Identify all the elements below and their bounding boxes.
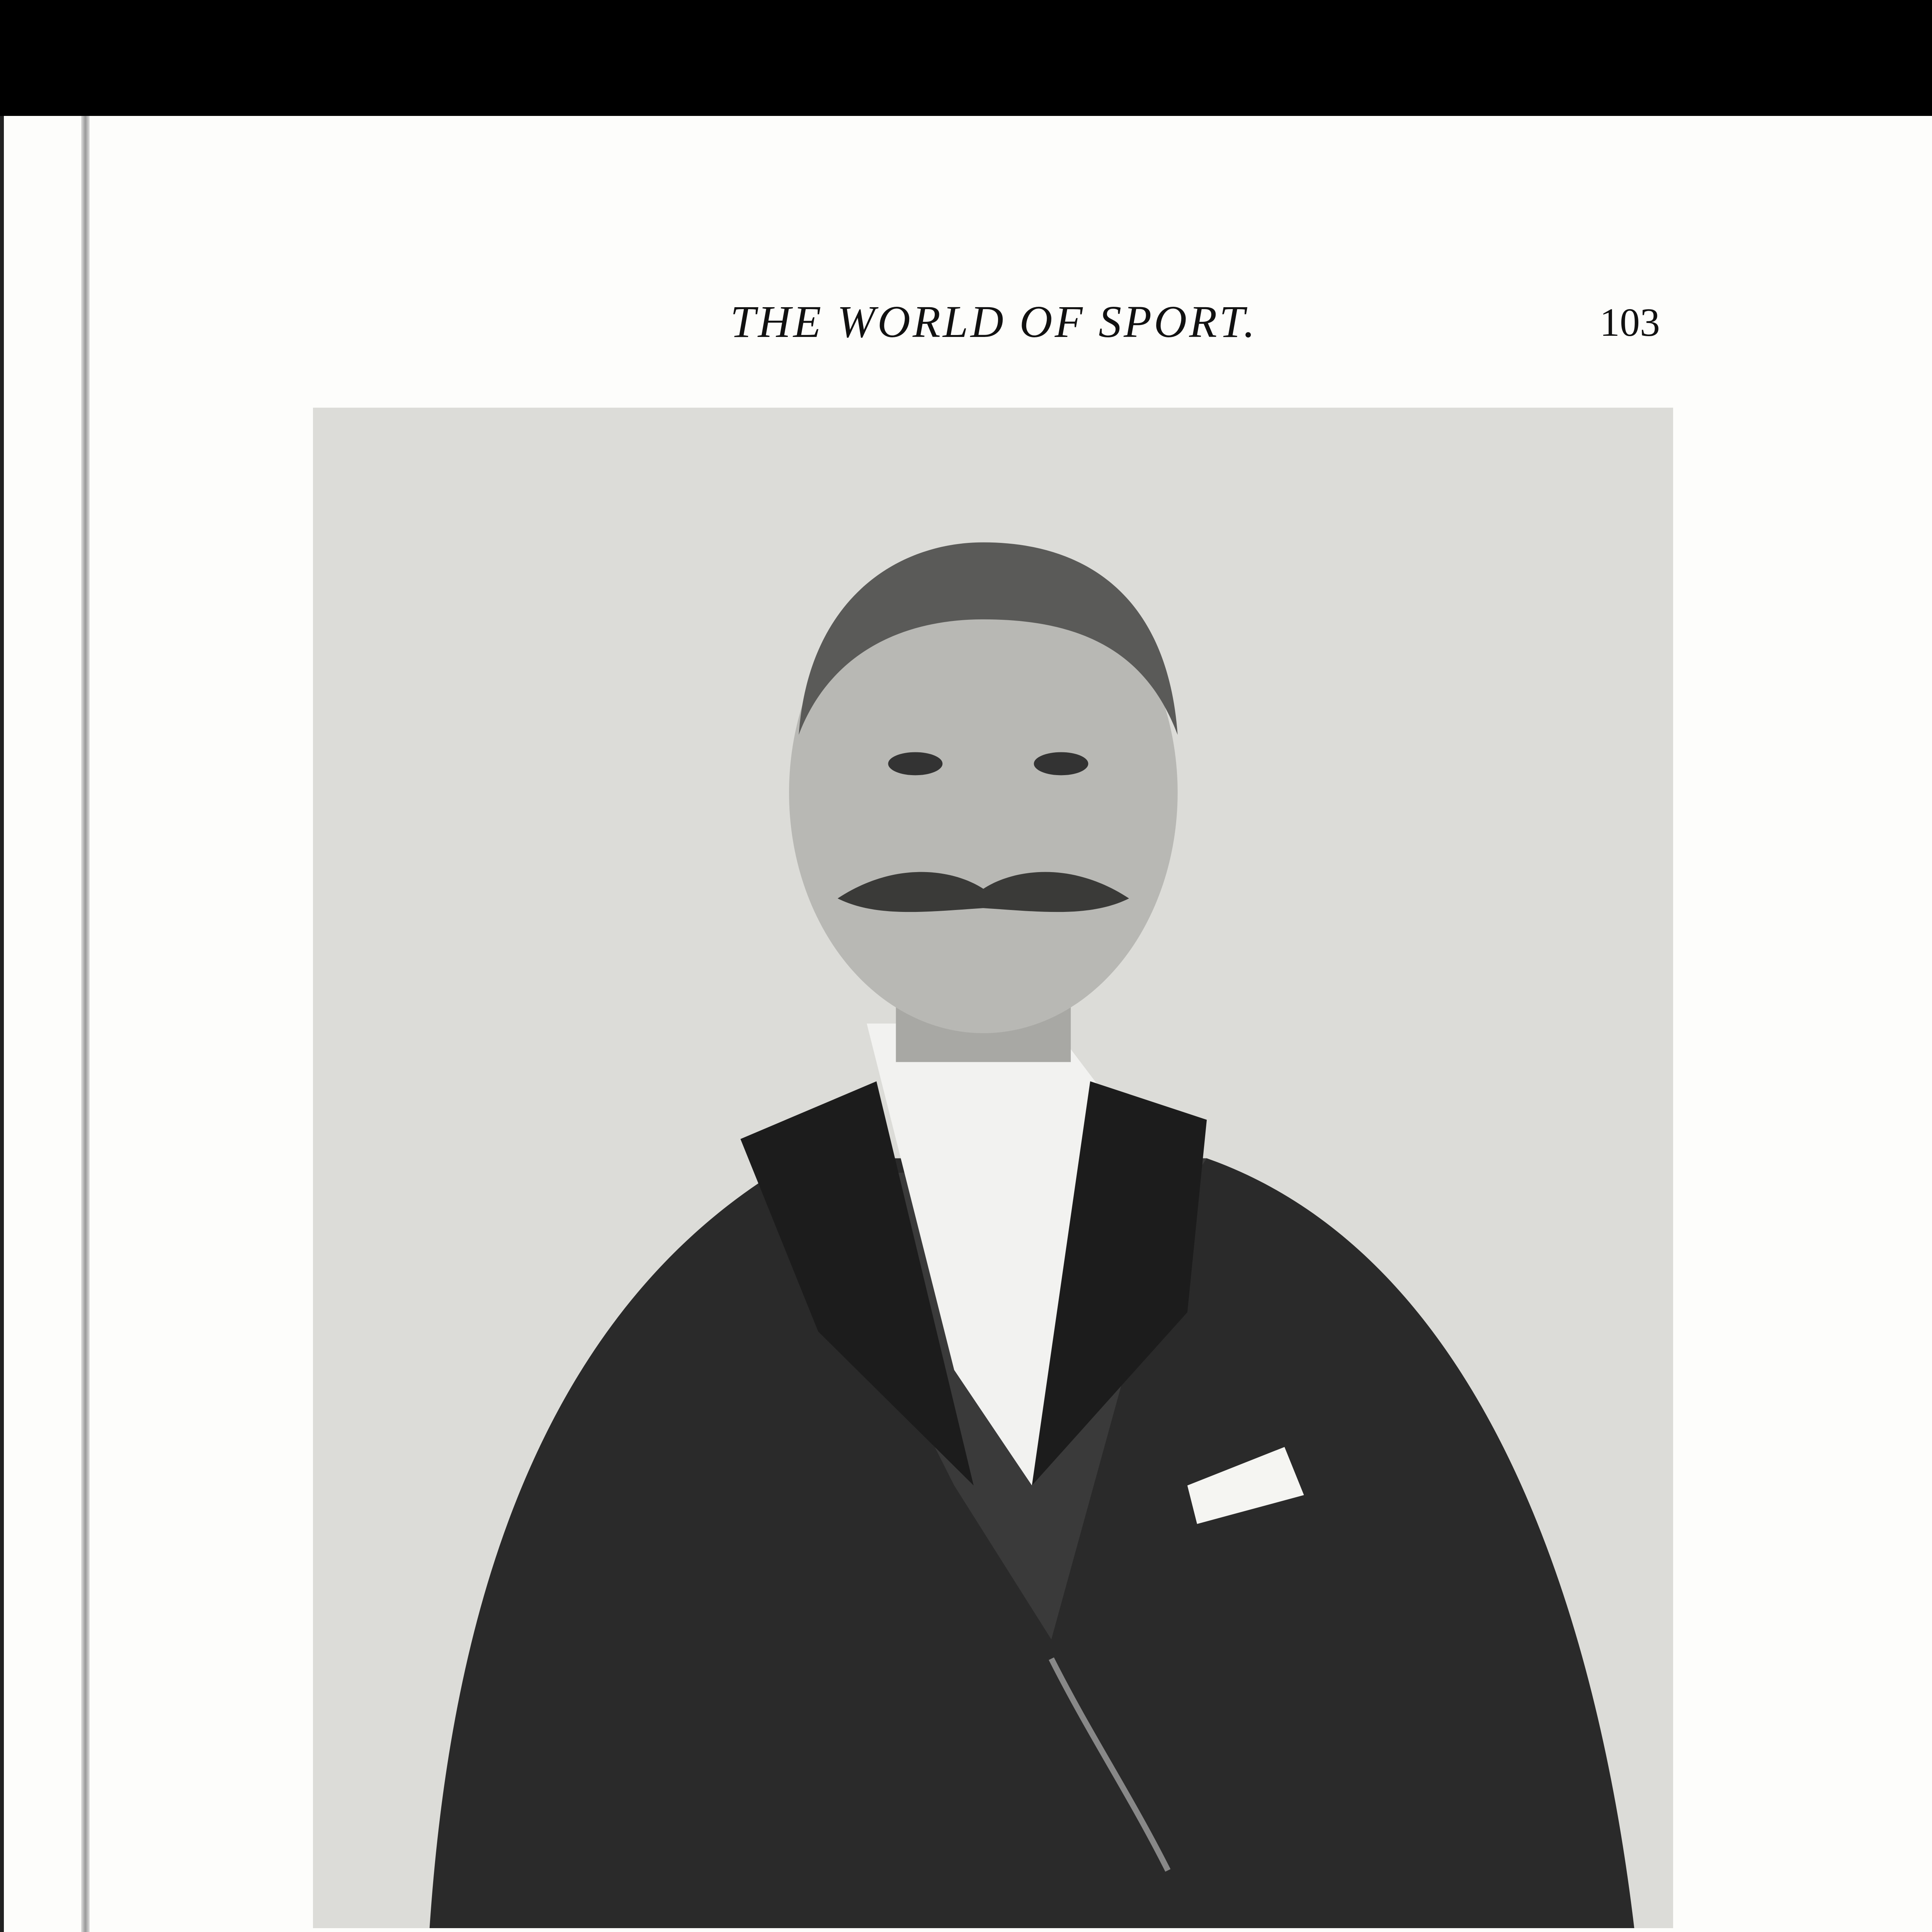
- page-number: 103: [1600, 300, 1660, 345]
- running-title: THE WORLD OF SPORT.: [730, 296, 1257, 347]
- portrait-photograph: [313, 408, 1673, 1928]
- page-gutter: [81, 116, 90, 1932]
- portrait-illustration: [313, 408, 1673, 1928]
- book-page: [0, 116, 1932, 1932]
